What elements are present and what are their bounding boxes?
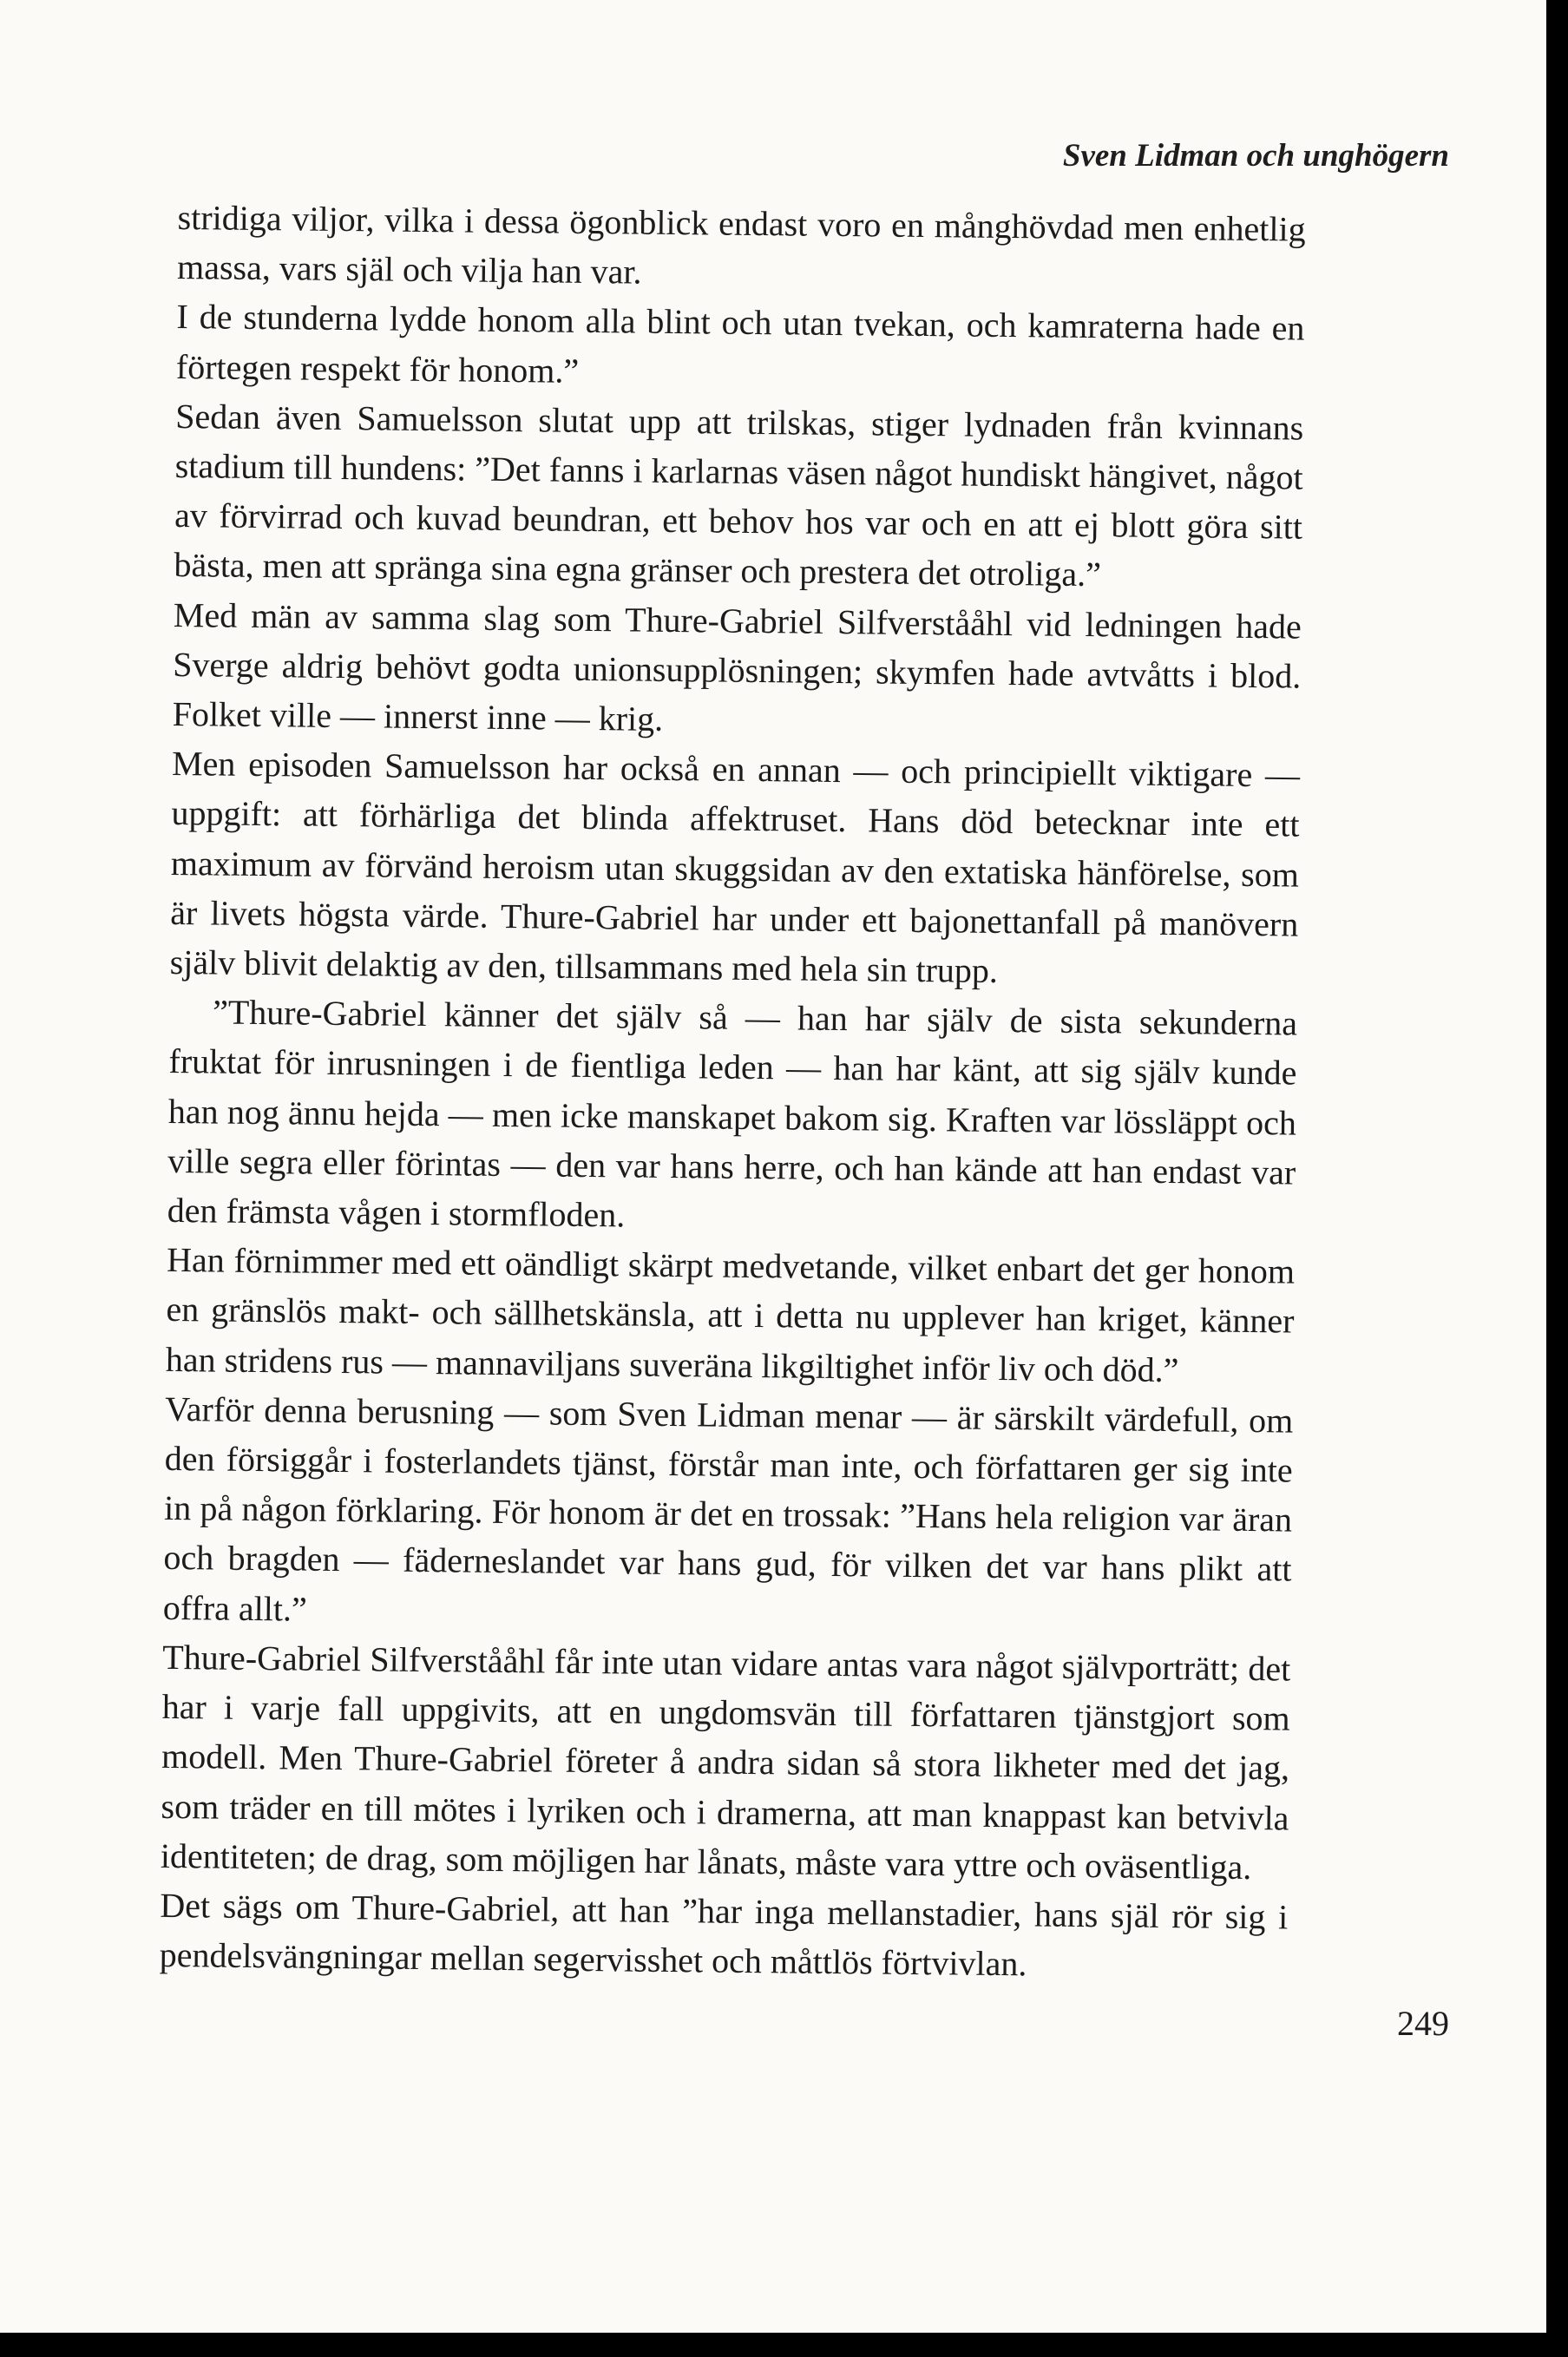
paragraph: I de stunderna lydde honom alla blint och utan tvekan, och kamraterna hade en förtegen respekt för honom.” (175, 297, 1305, 391)
paragraph: Han förnimmer med ett oändligt skärpt medvetande, vilket enbart det ger honom en gränslös makt- och sällhetskänsla, att i detta nu upplever han kriget, känner han stridens rus — mannaviljans suveräna likgiltighet inför liv och död.” (165, 1240, 1296, 1389)
paragraph: Men episoden Samuelsson har också en annan — och principiellt viktigare — uppgift: att förhärliga det blinda affektruset. Hans död betecknar inte ett maximum av förvänd heroism utan skuggsidan av den extatiska hänförelse, som är livets högsta värde. Thure-Gabriel har under ett bajonettanfall på manövern själv blivit delaktig av den, tillsammans med hela sin trupp. (169, 744, 1301, 990)
running-head: Sven Lidman och unghögern (1062, 138, 1449, 174)
paragraph: stridiga viljor, vilka i dessa ögonblick endast voro en månghövdad men enhetlig massa, vars själ och vilja han var. (176, 197, 1306, 292)
paragraph: Thure-Gabriel Silfverstååhl får inte utan vidare antas vara något självporträtt; det har i varje fall uppgivits, att en ungdomsvän till författaren tjänstgjort som modell. Men Thure-Gabriel företer å andra sidan så stora likheter med det jag, som träder en till mötes i lyriken och i dramerna, att man knappast kan betvivla identiteten; de drag, som möjligen har lånats, måste vara yttre och oväsentliga. (160, 1637, 1291, 1887)
body-text (159, 193, 1305, 1992)
paragraph: Sedan även Samuelsson slutat upp att trilskas, stiger lydnaden från kvinnans stadium till hundens: ”Det fanns i karlarnas väsen något hundiskt hängivet, något av förvirrad och kuvad beundran, ett behov hos var och en att ej blott göra sitt bästa, men att spränga sina egna gränser och prestera det otroliga.” (174, 396, 1304, 594)
paragraph: Det sägs om Thure-Gabriel, att han ”har inga mellanstadier, hans själ rör sig i pendelsvängningar mellan segervisshet och måttlös förtvivlan. (159, 1885, 1289, 1984)
paragraph: Varför denna berusning — som Sven Lidman menar — är särskilt värdefull, om den försiggår i fosterlandets tjänst, förstår man inte, och författaren ger sig inte in på någon förklaring. För honom är det en trossak: ”Hans hela religion var äran och bragden — fäderneslandet var hans gud, för vilken det var hans plikt att offra allt.” (162, 1389, 1294, 1629)
paragraph: Med män av samma slag som Thure-Gabriel Silfverstååhl vid ledningen hade Sverge aldrig behövt godta unionsupplösningen; skymfen hade avtvåtts i blod. Folket ville — innerst inne — krig. (172, 594, 1302, 739)
paragraph: ”Thure-Gabriel känner det själv så — han har själv de sista sekunderna fruktat för inrusningen i de fientliga leden — han har känt, att sig själv kunde han nog ännu hejda — men icke manskapet bakom sig. Kraften var lössläppt och ville segra eller förintas — den var hans herre, och han kände att han endast var den främsta vågen i stormfloden. (167, 992, 1298, 1235)
page-number: 249 (1397, 2004, 1449, 2043)
